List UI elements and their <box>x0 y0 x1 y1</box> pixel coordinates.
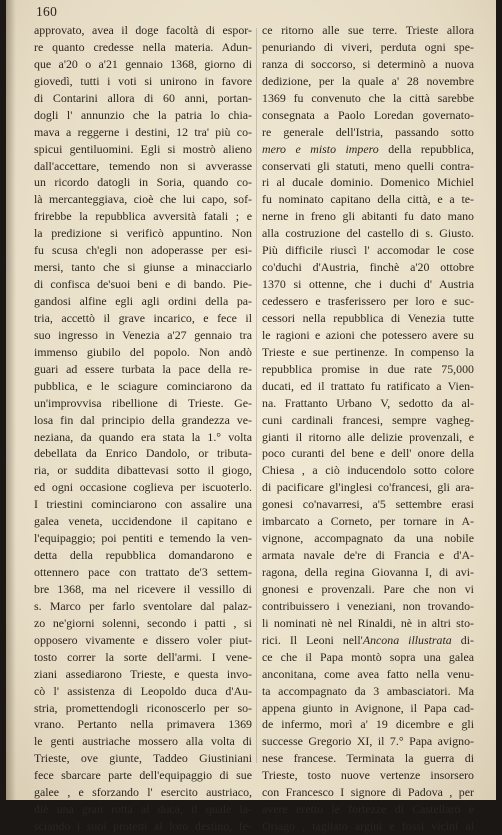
text-line: gnonesi e provenzali. Pare che non vi <box>262 581 474 596</box>
text-line: gandosi alfine egli agli ordini della pa- <box>34 294 252 308</box>
text-line: tosto correr la sorte dell'armi. I vene- <box>34 649 252 664</box>
text-line: debellata da Enrico Dandolo, or tributa- <box>34 446 252 461</box>
text-line: dedizione, per la quale a' 28 novembre <box>262 73 474 88</box>
text-line: Più difficile riuscì l' accomodar le cose <box>262 243 474 258</box>
text-line: penuriando di viveri, perduta ogni spe- <box>262 39 474 54</box>
text-line: là mercanteggiava, cioè che lui capo, sof- <box>34 192 252 207</box>
text-line: ce che il Papa montò sopra una galea <box>262 649 474 664</box>
text-line: avere eretto le fortezze di Castellaro e <box>262 802 474 817</box>
text-line: pubblica, e le sciagure cominciarono da <box>34 378 252 393</box>
text-line: ed ogni occasione coglieva per iscuoterlo. <box>34 480 252 495</box>
text-line: diè una gran rotta al duca, il quale la- <box>34 802 252 817</box>
text-line: armata navale de're di Francia e d'A- <box>262 548 474 563</box>
text-line: ziani assediarono Trieste, e questa invo- <box>34 666 252 681</box>
text-line: l'equipaggio; poi pentiti e temendo la ven- <box>34 531 252 546</box>
text-line: di confisca de'suoi beni e di bando. Pie- <box>34 277 252 292</box>
text-line: un ricordo datogli in Soria, quando co- <box>34 175 252 190</box>
text-line: anconitana, come avea fatto nella venu- <box>262 666 474 681</box>
text-line: gianti il ritorno alle delizie provenzali, e <box>262 429 474 444</box>
text-line: ottennero pace con trattato de'3 settem- <box>34 565 252 579</box>
left-text-column <box>34 22 252 835</box>
text-line: con Francesco I signore di Padova , per <box>262 785 474 800</box>
text-line: mava a reggerne i destini, 12 tra' più co- <box>34 124 252 139</box>
text-line: galea veneta, uccidendone il capitano e <box>34 514 252 529</box>
text-line: Trieste e sue pertinenze. In compenso la <box>262 344 474 359</box>
text-line: re generale dell'Istria, passando sotto <box>262 124 474 139</box>
text-line: stria, promettendogli riconoscerlo per so- <box>34 700 252 715</box>
text-fragment: di- <box>460 632 474 647</box>
page-gutter-shadow <box>6 0 16 800</box>
text-line: fece sbarcare parte dell'equipaggio di sue <box>34 768 252 783</box>
text-line: poco curanti del bene e dell' onore della <box>262 446 474 461</box>
text-line: approvato, avea il doge facoltà di espor- <box>34 23 252 37</box>
text-fragment: della repubblica, <box>388 141 474 156</box>
text-line: cuni cardinali francesi, sempre vagheg- <box>262 412 474 427</box>
page-number: 160 <box>36 4 58 19</box>
text-line: na. Frattanto Urbano V, sedotto da al- <box>262 395 474 410</box>
text-line: immenso giubilo del popolo. Non andò <box>34 344 252 359</box>
text-line: di pacificare gl'inglesi co'francesi, gli ara- <box>262 480 474 495</box>
text-line: Trieste, ove giunte, Taddeo Giustiniani <box>34 751 252 766</box>
text-line: s. Marco per farlo sventolare dal palaz- <box>34 598 252 613</box>
text-line: ri al ducale dominio. Domenico Michiel <box>262 175 474 190</box>
text-line: imbarcato a Corneto, per tornare in A- <box>262 514 474 529</box>
text-line: gonesi co'navarresi, a'5 settembre erasi <box>262 497 474 512</box>
text-line: suo ingresso in Venezia a'27 gennaio tra <box>34 327 252 342</box>
text-line: consegnata a Paolo Loredan governato- <box>262 107 474 122</box>
text-line: galee , e sforzando l' esercito austriaco, <box>34 785 252 800</box>
text-line: 1370 si ottenne, che i duchi d' Austria <box>262 277 474 292</box>
text-line-with-italic <box>262 632 474 649</box>
text-line: Oriago , tagliato argini e fossi vicini al <box>262 819 474 834</box>
text-line: neziana, da quando era stata la 1.° volta <box>34 429 252 444</box>
text-line: conservati gli statuti, meno quelli contra- <box>262 158 474 173</box>
text-line: frirebbe la repubblica avversità fatali ; e <box>34 209 252 224</box>
text-line: ria, or suddita dibattevasi sotto il giogo, <box>34 463 252 478</box>
text-line: successe Gregorio XI, il 7.° Papa avigno- <box>262 734 474 749</box>
text-line: guari ad essere turbata la pace della re- <box>34 361 252 376</box>
text-line: ce ritorno alle sue terre. Trieste allora <box>262 23 474 37</box>
italic-title: Ancona illustrata <box>362 632 452 647</box>
text-line: alla costruzione del castello di s. Giusto. <box>262 226 474 241</box>
text-line: la predizione si verificò appuntino. Non <box>34 226 252 241</box>
text-line: bre 1368, ma nel ricevere il vessillo di <box>34 581 252 596</box>
text-line: vrano. Pertanto nella primavera 1369 <box>34 717 252 732</box>
text-line: giovedì, tutti i voti si unirono in favore <box>34 73 252 88</box>
text-line: que a'20 o a'21 gennaio 1368, giorno di <box>34 56 252 71</box>
text-line: ta accompagnato da 3 ambasciatori. Ma <box>262 683 474 698</box>
text-line: Trieste, tosto nuove vertenze insorsero <box>262 768 474 783</box>
text-line: ranza di soccorso, si determinò a nuova <box>262 56 474 71</box>
text-line: ragona, della regina Giovanna I, di avi- <box>262 565 474 579</box>
text-line: nese francese. Terminata la guerra di <box>262 751 474 766</box>
text-line: le ragioni e azioni che potessero avere su <box>262 327 474 342</box>
text-line: zo ne'giorni solenni, secondo i patti , si <box>34 615 252 630</box>
text-line: losa fin dal principio della grandezza ve- <box>34 412 252 427</box>
text-line: opposero vivamente e dissero voler piut- <box>34 632 252 647</box>
text-line: co'duchi d'Austria, finchè a'20 ottobre <box>262 260 474 275</box>
text-line: I triestini cominciarono con assalire una <box>34 497 252 512</box>
text-line: mersi, tanto che si giunse a minacciarlo <box>34 260 252 275</box>
text-line: le genti austriache mossero alla volta di <box>34 734 252 749</box>
text-line: di Contarini allora di 60 anni, portan- <box>34 90 252 105</box>
text-line: Chiesa , a ciò inducendolo sotto colore <box>262 463 474 478</box>
text-line: dogli l' annunzio che la patria lo chia- <box>34 107 252 122</box>
book-page <box>6 0 496 834</box>
text-line: ducati, ed il trattato fu ratificato a Vien- <box>262 378 474 393</box>
text-line: un'improvvisa ribellione di Trieste. Ge- <box>34 395 252 410</box>
text-line: appena giunto in Avignone, il Papa cad- <box>262 700 474 715</box>
text-line: fu scusa ch'egli non adoperasse per esi- <box>34 243 252 258</box>
text-line: spicui gentiluomini. Egli si mostrò alieno <box>34 141 252 156</box>
text-line: re quanto credesse nella materia. Adun- <box>34 39 252 54</box>
text-line: repubblica promise in due rate 75,000 <box>262 361 474 376</box>
text-line: detta della repubblica domandarono e <box>34 548 252 563</box>
text-line: 1369 fu convenuto che la città sarebbe <box>262 90 474 105</box>
text-line-with-italic <box>262 141 474 158</box>
text-line: tria, accettò il grave incarico, e fece il <box>34 310 252 325</box>
text-line: cedessero e trasferissero per loro e suc- <box>262 294 474 308</box>
text-line: nerne in freno gli abitanti fu dato mano <box>262 209 474 224</box>
text-line: dall'accettare, temendo non si avverasse <box>34 158 252 173</box>
text-line: cò l' assistenza di Leopoldo duca d'Au- <box>34 683 252 698</box>
text-line: cessori nella repubblica di Venezia tutte <box>262 310 474 325</box>
text-line: vignone, accompagnato da una nobile <box>262 531 474 546</box>
text-line: fu nominato capitano della città, e a te- <box>262 192 474 207</box>
column-divider <box>256 28 257 763</box>
italic-phrase: mero e misto impero <box>262 141 379 156</box>
text-fragment: rici. Il Leoni nell' <box>262 632 363 647</box>
right-text-column <box>262 22 474 835</box>
text-line: li nominati nè nel Rinaldi, nè in altri sto- <box>262 615 474 630</box>
text-line: contribuissero i veneziani, non trovando- <box>262 598 474 613</box>
text-line: de infermo, morì a' 19 dicembre e gli <box>262 717 474 732</box>
text-line: sciando i suoi protetti al loro destino, fe- <box>34 819 252 834</box>
